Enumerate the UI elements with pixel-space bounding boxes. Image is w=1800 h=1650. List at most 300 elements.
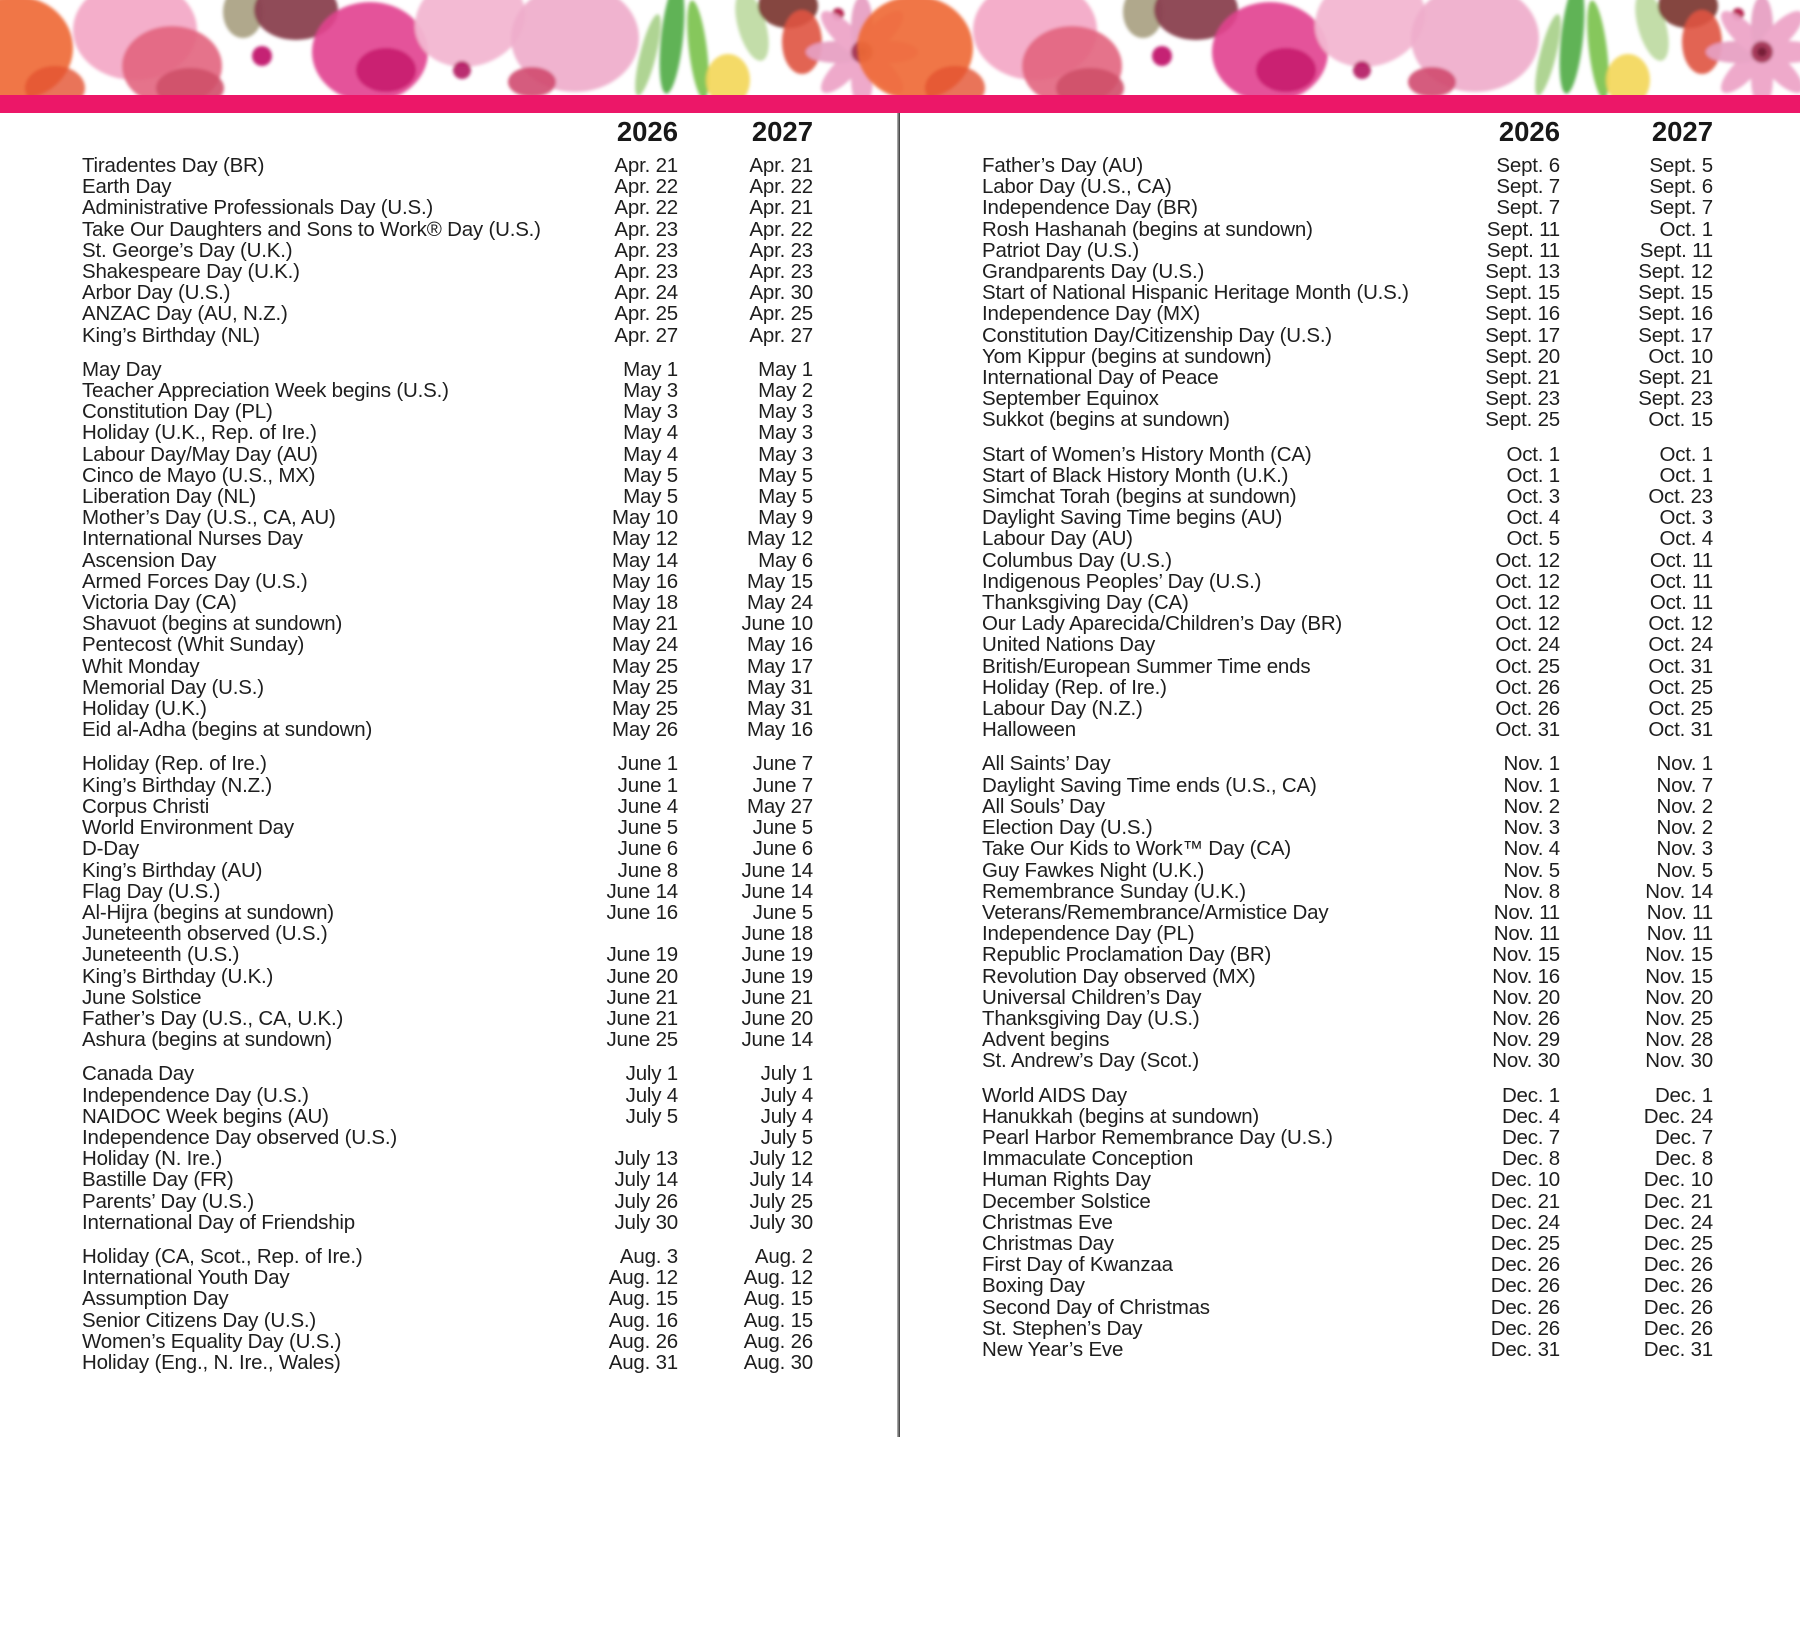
holiday-row	[82, 1148, 813, 1169]
holiday-name: Holiday (U.K., Rep. of Ire.)	[82, 421, 317, 445]
holiday-name: Universal Children’s Day	[982, 985, 1202, 1009]
holiday-row	[82, 1212, 813, 1233]
holiday-name: Second Day of Christmas	[982, 1295, 1210, 1319]
date-2027: June 10	[741, 612, 813, 636]
date-2027: Aug. 26	[743, 1329, 813, 1353]
page-gutter-line	[897, 113, 900, 1437]
holiday-name: International Youth Day	[82, 1266, 290, 1290]
holiday-row	[82, 550, 813, 571]
holiday-name: Columbus Day (U.S.)	[982, 548, 1172, 572]
holiday-row	[82, 1029, 813, 1050]
holiday-row	[82, 507, 813, 528]
holiday-row	[82, 1310, 813, 1331]
date-2027: Apr. 27	[749, 323, 813, 347]
holiday-name: Holiday (Rep. of Ire.)	[982, 675, 1167, 699]
holiday-name: Halloween	[982, 718, 1076, 742]
holiday-name: All Souls’ Day	[982, 794, 1105, 818]
date-2027: May 1	[758, 357, 813, 381]
holiday-row	[982, 1127, 1713, 1148]
date-2026: Apr. 21	[614, 154, 678, 177]
date-2027: Dec. 1	[1654, 1083, 1713, 1107]
holiday-name: Shakespeare Day (U.K.)	[82, 260, 300, 284]
date-2027: Dec. 24	[1643, 1104, 1713, 1128]
date-2027: June 6	[752, 837, 813, 861]
holiday-row	[82, 1169, 813, 1190]
date-2026: Nov. 3	[1503, 816, 1560, 840]
date-2026: May 14	[611, 548, 678, 572]
holiday-row	[982, 775, 1713, 796]
holiday-name: Our Lady Aparecida/Children’s Day (BR)	[982, 612, 1343, 636]
holiday-row	[82, 1085, 813, 1106]
date-2027: May 3	[758, 421, 813, 445]
date-2026: May 24	[611, 633, 678, 657]
date-2026: Apr. 24	[614, 281, 678, 305]
date-2026	[582, 923, 678, 944]
holiday-name: Pearl Harbor Remembrance Day (U.S.)	[982, 1125, 1333, 1149]
holiday-row	[82, 176, 813, 197]
holiday-row	[82, 1246, 813, 1267]
date-2026: Oct. 4	[1506, 506, 1560, 530]
date-2027: July 4	[760, 1104, 813, 1128]
date-2026: Aug. 3	[619, 1244, 678, 1268]
date-2027: Nov. 2	[1656, 816, 1713, 840]
holiday-name: Independence Day (PL)	[982, 922, 1195, 946]
holiday-name: Rosh Hashanah (begins at sundown)	[982, 217, 1313, 241]
holiday-name: Constitution Day/Citizenship Day (U.S.)	[982, 323, 1332, 347]
date-2027: Nov. 20	[1645, 985, 1713, 1009]
date-2026: Apr. 22	[614, 196, 678, 220]
holiday-row	[982, 507, 1713, 528]
date-2026: May 4	[623, 421, 678, 445]
holiday-name: British/European Summer Time ends	[982, 654, 1311, 678]
date-2026: May 16	[611, 569, 678, 593]
date-2026: Oct. 12	[1495, 548, 1560, 572]
holiday-row	[82, 380, 813, 401]
date-2026: July 30	[614, 1210, 678, 1234]
date-2027: Dec. 31	[1643, 1337, 1713, 1361]
holiday-row	[82, 923, 813, 944]
date-2026: Dec. 26	[1490, 1295, 1560, 1319]
date-2026: Aug. 15	[608, 1287, 678, 1311]
holiday-name: Veterans/Remembrance/Armistice Day	[982, 900, 1329, 924]
date-2027: May 24	[746, 591, 813, 615]
date-2027: Aug. 2	[754, 1244, 813, 1268]
date-2026: Aug. 26	[608, 1329, 678, 1353]
holiday-row	[982, 1233, 1713, 1254]
holiday-name: NAIDOC Week begins (AU)	[82, 1104, 329, 1128]
holiday-name: Christmas Day	[982, 1231, 1114, 1255]
holiday-row	[82, 261, 813, 282]
holiday-name: King’s Birthday (NL)	[82, 323, 260, 347]
date-2026: July 4	[625, 1083, 678, 1107]
holiday-name: Human Rights Day	[982, 1168, 1151, 1192]
holiday-name: Daylight Saving Time begins (AU)	[982, 506, 1283, 530]
holiday-row	[982, 1169, 1713, 1190]
date-2026: Nov. 11	[1493, 900, 1560, 924]
holiday-name: King’s Birthday (N.Z.)	[82, 773, 273, 797]
date-2027: July 5	[760, 1125, 813, 1149]
holiday-row	[82, 881, 813, 902]
holiday-name: Flag Day (U.S.)	[82, 879, 221, 903]
date-2027: May 5	[758, 463, 813, 487]
holiday-row	[82, 303, 813, 324]
holiday-name: Father’s Day (AU)	[982, 154, 1144, 177]
holiday-name: Administrative Professionals Day (U.S.)	[82, 196, 434, 220]
holiday-row	[982, 486, 1713, 507]
date-2027: Dec. 26	[1643, 1253, 1713, 1277]
date-2026: June 16	[606, 900, 678, 924]
holiday-row	[82, 634, 813, 655]
date-2027: Aug. 12	[743, 1266, 813, 1290]
date-2026: Oct. 26	[1495, 675, 1560, 699]
date-2026: May 1	[623, 357, 678, 381]
holiday-name: Yom Kippur (begins at sundown)	[982, 344, 1272, 368]
holiday-row	[982, 155, 1713, 176]
date-2027: Oct. 4	[1659, 527, 1713, 551]
date-2026: May 5	[623, 485, 678, 509]
date-2027: Oct. 10	[1648, 344, 1713, 368]
date-2027: Dec. 8	[1654, 1147, 1713, 1171]
holiday-name: Simchat Torah (begins at sundown)	[982, 485, 1297, 509]
date-2027: May 2	[758, 379, 813, 403]
date-2027: May 15	[746, 569, 813, 593]
date-2027: Dec. 7	[1654, 1125, 1713, 1149]
holiday-row	[982, 902, 1713, 923]
date-2027: Sept. 23	[1638, 387, 1713, 411]
date-2026: Aug. 31	[608, 1350, 678, 1374]
date-2027: Apr. 23	[749, 238, 813, 262]
date-2027: July 12	[749, 1147, 813, 1171]
holiday-row	[982, 1050, 1713, 1071]
date-2026: June 19	[606, 943, 678, 967]
date-2026: Nov. 2	[1503, 794, 1560, 818]
date-2027: June 5	[752, 816, 813, 840]
holiday-row	[82, 817, 813, 838]
holiday-name: Holiday (Rep. of Ire.)	[82, 752, 267, 776]
date-2026: Dec. 21	[1490, 1189, 1560, 1213]
holiday-row	[982, 838, 1713, 859]
date-2027: May 31	[746, 697, 813, 721]
holiday-name: Start of National Hispanic Heritage Month (U.S.)	[982, 281, 1409, 305]
holiday-name: First Day of Kwanzaa	[982, 1253, 1173, 1277]
date-2027: Apr. 22	[749, 175, 813, 199]
month-section	[82, 1246, 813, 1373]
date-2027: Oct. 25	[1648, 697, 1713, 721]
date-2027: Oct. 31	[1648, 654, 1713, 678]
holiday-name: Juneteenth (U.S.)	[82, 943, 240, 967]
holiday-name: Women’s Equality Day (U.S.)	[82, 1329, 342, 1353]
holiday-name: December Solstice	[982, 1189, 1151, 1213]
date-2026: Dec. 26	[1490, 1316, 1560, 1340]
holiday-row	[982, 656, 1713, 677]
date-2027: Nov. 15	[1645, 964, 1713, 988]
date-2026: Nov. 29	[1492, 1028, 1560, 1052]
date-2027: May 12	[746, 527, 813, 551]
date-2027: Dec. 21	[1643, 1189, 1713, 1213]
holiday-name: Labor Day (U.S., CA)	[982, 175, 1172, 199]
holiday-name: Immaculate Conception	[982, 1147, 1194, 1171]
holiday-row	[982, 753, 1713, 774]
date-2027: June 19	[741, 964, 813, 988]
holiday-row	[82, 698, 813, 719]
holiday-row	[82, 155, 813, 176]
date-2027: June 14	[741, 858, 813, 882]
date-2027: Nov. 1	[1656, 752, 1713, 776]
date-2027: Nov. 11	[1646, 900, 1713, 924]
holiday-row	[82, 677, 813, 698]
date-2026: Nov. 26	[1492, 1006, 1560, 1030]
date-2026: Sept. 17	[1485, 323, 1560, 347]
date-2027: July 25	[749, 1189, 813, 1213]
holiday-name: Start of Black History Month (U.K.)	[982, 463, 1289, 487]
holiday-row	[982, 1191, 1713, 1212]
date-2027: June 14	[741, 879, 813, 903]
holiday-row	[82, 838, 813, 859]
holiday-name: Remembrance Sunday (U.K.)	[982, 879, 1246, 903]
right-page-rows	[982, 155, 1713, 1360]
holiday-row	[982, 1148, 1713, 1169]
holiday-row	[82, 1191, 813, 1212]
holiday-row	[82, 987, 813, 1008]
date-2026	[582, 1127, 678, 1148]
date-2026: June 14	[606, 879, 678, 903]
holiday-name: Teacher Appreciation Week begins (U.S.)	[82, 379, 449, 403]
date-2026: Nov. 16	[1492, 964, 1560, 988]
holiday-row	[82, 860, 813, 881]
holiday-row	[982, 240, 1713, 261]
holiday-name: Guy Fawkes Night (U.K.)	[982, 858, 1205, 882]
date-2027: Sept. 16	[1638, 302, 1713, 326]
right-year-header	[982, 113, 1713, 147]
holiday-name: Earth Day	[82, 175, 172, 199]
date-2026: June 25	[606, 1028, 678, 1052]
holiday-row	[982, 817, 1713, 838]
holiday-name: New Year’s Eve	[982, 1337, 1124, 1361]
date-2027: June 19	[741, 943, 813, 967]
date-2027: Dec. 26	[1643, 1274, 1713, 1298]
holiday-row	[982, 944, 1713, 965]
date-2027: Oct. 1	[1659, 442, 1713, 466]
holiday-row	[82, 359, 813, 380]
date-2026: Aug. 12	[608, 1266, 678, 1290]
month-section	[82, 359, 813, 741]
date-2026: Apr. 22	[614, 175, 678, 199]
date-2026: Dec. 31	[1490, 1337, 1560, 1361]
date-2027: July 1	[760, 1062, 813, 1086]
holiday-row	[982, 1339, 1713, 1360]
date-2027: Oct. 23	[1648, 485, 1713, 509]
holiday-name: Daylight Saving Time ends (U.S., CA)	[982, 773, 1317, 797]
holiday-row	[82, 325, 813, 346]
date-2027: July 14	[749, 1168, 813, 1192]
holiday-name: Cinco de Mayo (U.S., MX)	[82, 463, 316, 487]
holiday-row	[982, 1254, 1713, 1275]
date-2027: Oct. 12	[1648, 612, 1713, 636]
holiday-name: King’s Birthday (AU)	[82, 858, 263, 882]
holiday-name: Eid al-Adha (begins at sundown)	[82, 718, 373, 742]
holiday-row	[982, 1297, 1713, 1318]
holiday-name: Christmas Eve	[982, 1210, 1113, 1234]
date-2027: Dec. 26	[1643, 1295, 1713, 1319]
date-2027: Nov. 15	[1645, 943, 1713, 967]
date-2027: Apr. 21	[749, 196, 813, 220]
date-2027: Sept. 17	[1638, 323, 1713, 347]
date-2027: June 18	[741, 922, 813, 946]
holiday-row	[982, 528, 1713, 549]
date-2026: Dec. 26	[1490, 1253, 1560, 1277]
holiday-row	[82, 1352, 813, 1373]
date-2026: Apr. 27	[614, 323, 678, 347]
holiday-row	[82, 1008, 813, 1029]
date-2026: May 25	[611, 654, 678, 678]
holiday-row	[982, 303, 1713, 324]
holiday-row	[982, 346, 1713, 367]
holiday-name: September Equinox	[982, 387, 1159, 411]
date-2027: June 7	[752, 773, 813, 797]
holiday-row	[82, 1267, 813, 1288]
date-2026: Nov. 5	[1503, 858, 1560, 882]
date-2027: Dec. 24	[1643, 1210, 1713, 1234]
date-2026: Oct. 24	[1495, 633, 1560, 657]
holiday-name: Labour Day/May Day (AU)	[82, 442, 318, 466]
right-page	[982, 113, 1713, 1373]
holiday-name: Labour Day (AU)	[982, 527, 1133, 551]
date-2027: Sept. 21	[1638, 366, 1713, 390]
holiday-row	[82, 1331, 813, 1352]
date-2026: Nov. 30	[1492, 1049, 1560, 1073]
date-2026: May 26	[611, 718, 678, 742]
holiday-name: Ascension Day	[82, 548, 217, 572]
date-2026: Nov. 4	[1503, 837, 1560, 861]
holiday-name: Holiday (Eng., N. Ire., Wales)	[82, 1350, 341, 1374]
holiday-row	[82, 528, 813, 549]
date-2026: Dec. 10	[1490, 1168, 1560, 1192]
holiday-name: Hanukkah (begins at sundown)	[982, 1104, 1260, 1128]
holiday-name: Constitution Day (PL)	[82, 400, 273, 424]
holiday-row	[82, 719, 813, 740]
holiday-row	[982, 261, 1713, 282]
holiday-row	[82, 966, 813, 987]
holiday-name: Grandparents Day (U.S.)	[982, 260, 1205, 284]
date-2026: Oct. 12	[1495, 591, 1560, 615]
holiday-row	[82, 486, 813, 507]
date-2026: Dec. 24	[1490, 1210, 1560, 1234]
date-2027: Nov. 11	[1646, 922, 1713, 946]
date-2026: Apr. 23	[614, 260, 678, 284]
holiday-name: Al-Hijra (begins at sundown)	[82, 900, 334, 924]
left-page-rows	[82, 155, 813, 1373]
date-2026: Dec. 25	[1490, 1231, 1560, 1255]
holiday-name: Liberation Day (NL)	[82, 485, 256, 509]
date-2027: Apr. 21	[749, 154, 813, 177]
date-2026: Sept. 11	[1486, 217, 1560, 241]
holiday-row	[82, 1063, 813, 1084]
date-2027: Oct. 1	[1659, 217, 1713, 241]
holiday-name: Arbor Day (U.S.)	[82, 281, 231, 305]
date-2026: Nov. 8	[1503, 879, 1560, 903]
date-2027: Nov. 3	[1656, 837, 1713, 861]
date-2027: Sept. 5	[1649, 154, 1713, 177]
date-2026: July 14	[614, 1168, 678, 1192]
date-2026: Sept. 13	[1485, 260, 1560, 284]
date-2026: Apr. 23	[614, 217, 678, 241]
year-2027-label: 2027	[1651, 116, 1713, 147]
date-2027: May 9	[758, 506, 813, 530]
holiday-name: United Nations Day	[982, 633, 1156, 657]
holiday-name: Labour Day (N.Z.)	[982, 697, 1143, 721]
date-2027: May 31	[746, 675, 813, 699]
holiday-row	[82, 444, 813, 465]
holiday-row	[982, 592, 1713, 613]
date-2026: Oct. 25	[1495, 654, 1560, 678]
date-2027: May 16	[746, 633, 813, 657]
holiday-row	[82, 219, 813, 240]
date-2026: June 4	[617, 794, 678, 818]
holiday-name: World Environment Day	[82, 816, 294, 840]
date-2027: Nov. 5	[1656, 858, 1713, 882]
holiday-name: King’s Birthday (U.K.)	[82, 964, 274, 988]
holiday-row	[982, 219, 1713, 240]
date-2026: Sept. 25	[1485, 408, 1560, 432]
holiday-row	[82, 282, 813, 303]
holiday-name: Independence Day (U.S.)	[82, 1083, 309, 1107]
holiday-name: Ashura (begins at sundown)	[82, 1028, 333, 1052]
holiday-name: Holiday (N. Ire.)	[82, 1147, 223, 1171]
holiday-row	[982, 388, 1713, 409]
date-2026: Nov. 20	[1492, 985, 1560, 1009]
holiday-row	[82, 240, 813, 261]
date-2027: Apr. 22	[749, 217, 813, 241]
month-section	[82, 1063, 813, 1233]
holiday-name: Revolution Day observed (MX)	[982, 964, 1256, 988]
date-2027: Apr. 30	[749, 281, 813, 305]
holiday-row	[82, 1127, 813, 1148]
date-2026: Dec. 8	[1501, 1147, 1560, 1171]
holiday-row	[82, 1288, 813, 1309]
holiday-name: International Day of Peace	[982, 366, 1219, 390]
holiday-name: Juneteenth observed (U.S.)	[82, 922, 328, 946]
date-2026: Sept. 11	[1486, 238, 1560, 262]
holiday-row	[82, 753, 813, 774]
holiday-name: Thanksgiving Day (U.S.)	[982, 1006, 1200, 1030]
holiday-name: Republic Proclamation Day (BR)	[982, 943, 1272, 967]
date-2026: Nov. 1	[1503, 752, 1560, 776]
holiday-row	[982, 881, 1713, 902]
date-2026: Nov. 1	[1503, 773, 1560, 797]
date-2027: Apr. 25	[749, 302, 813, 326]
date-2026: Sept. 7	[1496, 175, 1560, 199]
month-section	[82, 753, 813, 1050]
date-2027: Nov. 25	[1645, 1006, 1713, 1030]
floral-border-decoration	[0, 0, 1800, 95]
month-section	[982, 753, 1713, 1071]
month-section	[982, 1085, 1713, 1361]
holiday-row	[982, 634, 1713, 655]
date-2027: June 20	[741, 1006, 813, 1030]
date-2027: Oct. 11	[1649, 548, 1713, 572]
holiday-name: Thanksgiving Day (CA)	[982, 591, 1189, 615]
date-2026: Apr. 23	[614, 238, 678, 262]
date-2026: Sept. 20	[1485, 344, 1560, 368]
date-2027: Aug. 15	[743, 1308, 813, 1332]
date-2027: June 14	[741, 1028, 813, 1052]
date-2027: Oct. 15	[1648, 408, 1713, 432]
holiday-row	[82, 571, 813, 592]
date-2026: June 1	[617, 773, 678, 797]
date-2026: Dec. 1	[1501, 1083, 1560, 1107]
date-2026: Oct. 1	[1506, 463, 1560, 487]
holiday-name: St. George’s Day (U.K.)	[82, 238, 293, 262]
